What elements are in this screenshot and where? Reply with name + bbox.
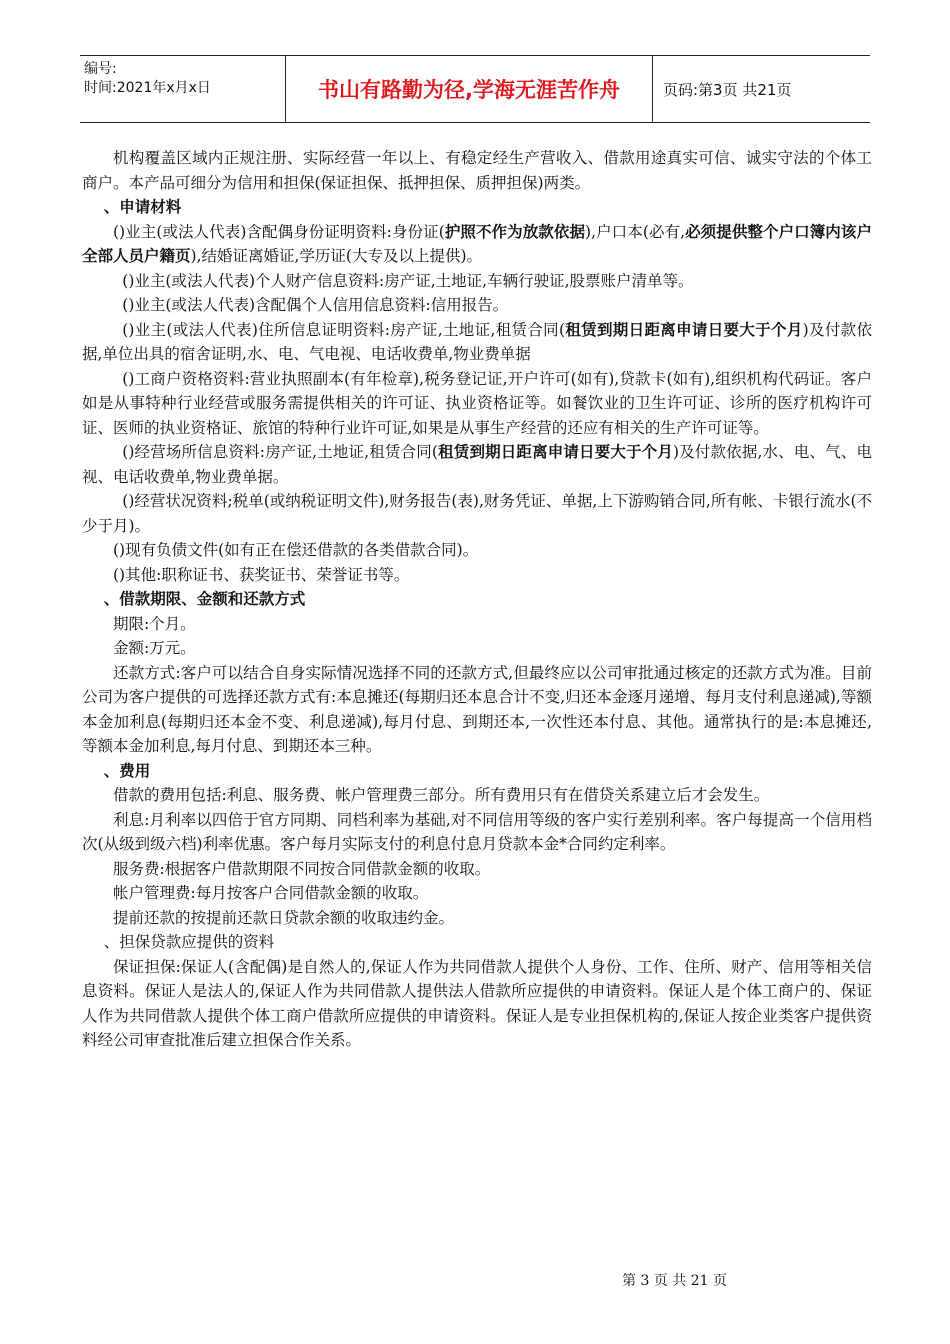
number-label: 编号: — [84, 61, 117, 77]
document-body — [82, 146, 872, 1053]
repayment-paragraph: 还款方式:客户可以结合自身实际情况选择不同的还款方式,但最终应以公司审批通过核定的还款方式为准。目前公司为客户提供的可选择还款方式有:本息摊还(每期归还本息合计不变,归还本金逐月递增、每月支付利息递减),等额本金加利息(每期归还本金不变、利息递减),每月付息、到期还本,一次性还本付息、其他。通常执行的是:本息摊还,等额本金加利息,每月付息、到期还本三种。 — [82, 663, 872, 755]
interest-paragraph: 利息:月利率以四倍于官方同期、同档利率为基础,对不同信用等级的客户实行差别利率。客户每提高一个信用档次(从级到级六档)利率优惠。客户每月实际支付的利息付息月贷款本金*合同约定利率。 — [82, 810, 872, 853]
service-fee-text: 服务费:根据客户借款期限不同按合同借款金额的收取。 — [113, 859, 491, 878]
material-item-9: ()其他:职称证书、获奖证书、荣誉证书等。 — [113, 565, 410, 584]
fee-intro-paragraph: 借款的费用包括:利息、服务费、帐户管理费三部分。所有费用只有在借贷关系建立后才会发生。 — [113, 786, 770, 804]
material-item-6: ()经营场所信息资料:房产证,土地证,租赁合同(租赁到期日距离申请日要大于个月)及付款依据,水、电、气、电视、电话收费单,物业费单据。 — [82, 443, 872, 486]
material-item-4: ()业主(或法人代表)住所信息证明资料:房产证,土地证,租赁合同(租赁到期日距离申请日要大于个月)及付款依据,单位出具的宿舍证明,水、电、气电视、电话收费单,物业费单据 — [82, 320, 872, 363]
term-text: 期限:个月。 — [113, 614, 196, 633]
header-page-info: 页码:第3页 共21页 — [663, 80, 792, 99]
material-item-2: ()业主(或法人代表)个人财产信息资料:房产证,土地证,车辆行驶证,股票账户清单等。 — [122, 271, 694, 290]
header-motto: 书山有路勤为径,学海无涯苦作舟 — [285, 56, 653, 122]
page-header — [80, 55, 870, 123]
guarantee-paragraph: 保证担保:保证人(含配偶)是自然人的,保证人作为共同借款人提供个人身份、工作、住所、财产、信用等相关信息资料。保证人是法人的,保证人作为共同借款人提供法人借款所应提供的申请资料。保证人是个体工商户的、保证人作为共同借款人提供个体工商户借款所应提供的申请资料。保证人是专业担保机构的,保证人按企业类客户提供资料经公司审查批准后建立担保合作关系。 — [82, 957, 872, 1049]
material-item-1: ()业主(或法人代表)含配偶身份证明资料:身份证(护照不作为放款依据),户口本(必有,必须提供整个户口簿内该户全部人员户籍页),结婚证离婚证,学历证(大专及以上提供)。 — [82, 222, 872, 265]
material-item-5: ()工商户资格资料:营业执照副本(有年检章),税务登记证,开户许可(如有),贷款卡(如有),组织机构代码证。客户如是从事特种行业经营或服务需提供相关的许可证、执业资格证等。如餐饮业的卫生许可证、诊所的医疗机构许可证、医师的执业资格证、旅馆的特种行业许可证,如果是从事生产经营的还应有相关的生产许可证等。 — [82, 369, 872, 437]
page-footer: 第 3 页 共 21 页 — [622, 1273, 727, 1289]
header-meta — [80, 56, 285, 122]
time-label: 时间:2021年x月x日 — [84, 80, 211, 96]
intro-paragraph: 机构覆盖区域内正规注册、实际经营一年以上、有稳定经生产营收入、借款用途真实可信、诚实守法的个体工商户。本产品可细分为信用和担保(保证担保、抵押担保、质押担保)两类。 — [82, 149, 872, 192]
amount-text: 金额:万元。 — [113, 639, 196, 657]
material-item-3: ()业主(或法人代表)含配偶个人信用信息资料:信用报告。 — [122, 296, 509, 314]
material-item-8: ()现有负债文件(如有正在偿还借款的各类借款合同)。 — [113, 541, 479, 559]
account-fee-text: 帐户管理费:每月按客户合同借款金额的收取。 — [113, 884, 429, 902]
prepayment-text: 提前还款的按提前还款日贷款余额的收取违约金。 — [113, 908, 455, 927]
material-item-7: ()经营状况资料;税单(或纳税证明文件),财务报告(表),财务凭证、单据,上下游购销合同,所有帐、卡银行流水(不少于月)。 — [82, 492, 872, 535]
section-heading-guarantee: 、担保贷款应提供的资料 — [103, 933, 275, 951]
section-heading-materials: 、申请材料 — [103, 198, 182, 216]
section-heading-term: 、借款期限、金额和还款方式 — [103, 590, 306, 608]
section-heading-fees: 、费用 — [103, 761, 151, 780]
